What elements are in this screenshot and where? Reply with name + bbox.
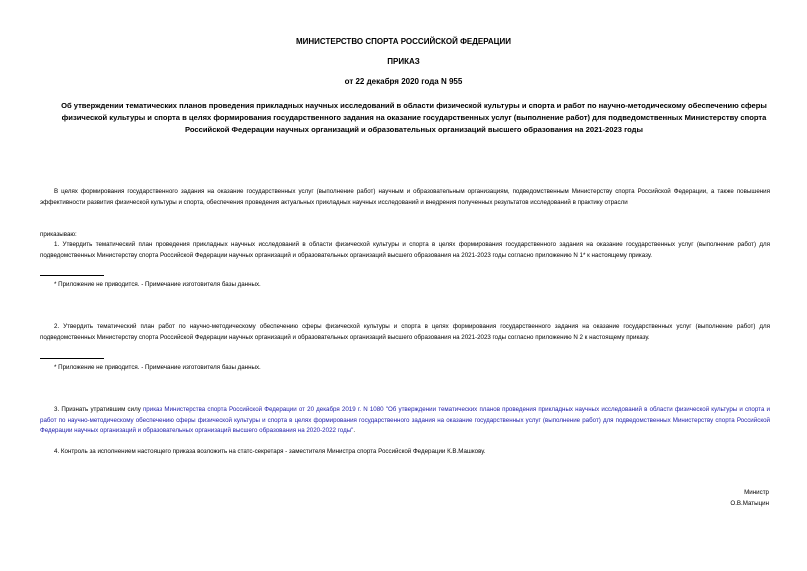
item-4-paragraph: 4. Контроль за исполнением настоящего приказа возложить на статс-секретаря - заместителя Министра спорта Российской Федерации К.В.Машкову. bbox=[54, 448, 486, 455]
ministry-heading: МИНИСТЕРСТВО СПОРТА РОССИЙСКОЙ ФЕДЕРАЦИИ bbox=[295, 37, 512, 46]
order-word: приказываю: bbox=[40, 231, 77, 238]
footnote-divider bbox=[40, 275, 104, 276]
footnote-divider bbox=[40, 358, 104, 359]
document-title: Об утверждении тематических планов проведения прикладных научных исследований в области физической культуры и спорта и работ по научно-методическому обеспечению сферы физической культуры и спорта в целях формирования государственного задания на оказание государственных услуг (выполнение работ) для подведомственных Министерству спорта Российской Федерации научных организаций и образовательных организаций высшего образования на 2021-2023 годы bbox=[61, 101, 767, 134]
item-3-paragraph bbox=[40, 405, 770, 437]
document-type: ПРИКАЗ bbox=[387, 57, 420, 66]
item-3-suffix: . bbox=[353, 427, 356, 434]
signature-block bbox=[730, 488, 769, 509]
preamble-paragraph: В целях формирования государственного задания на оказание государственных услуг (выполнение работ) научным и образовательным организациям, подведомственным Министерству спорта Российской Федерации, а также повышения эффективности развития физической культуры и спорта, обеспечения проведения актуальных прикладных научных исследований и внедрения полученных результатов исследований в практику отрасли bbox=[40, 188, 770, 206]
item-1-paragraph: 1. Утвердить тематический план проведения прикладных научных исследований в области физической культуры и спорта в целях формирования государственного задания на оказание государственных услуг (выполнение работ) для подведомственных Министерству спорта Российской Федерации научных организаций и образовательных организаций высшего образования на 2021-2023 годы согласно приложению N 1* к настоящему приказу. bbox=[40, 241, 770, 259]
item-2-paragraph: 2. Утвердить тематический план работ по научно-методическому обеспечению сферы физической культуры и спорта в целях формирования государственного задания на оказание государственных услуг (выполнение работ) для подведомственных Министерству спорта Российской Федерации научных организаций и образовательных организаций высшего образования на 2021-2023 годы согласно приложению N 2 к настоящему приказу. bbox=[40, 323, 770, 341]
signature-position: Министр bbox=[744, 489, 769, 496]
item-3-prefix: 3. Признать утратившим силу bbox=[54, 406, 143, 413]
document-date-number: от 22 декабря 2020 года N 955 bbox=[344, 77, 463, 86]
signature-name: О.В.Матыцин bbox=[730, 499, 769, 507]
footnote-1: * Приложение не приводится. - Примечание изготовителя базы данных. bbox=[54, 281, 261, 288]
repealed-order-link[interactable]: приказ Министерства спорта Российской Федерации от 20 декабря 2019 г. N 1080 "Об утверждении тематических планов проведения прикладных научных исследований в области физической культуры и спорта и работ по научно-методическому обеспечению сферы физической культуры и спорта в целях формирования государственного задания на оказание государственных услуг (выполнение работ) для подведомственных Министерству спорта Российской Федерации научных организаций и образовательных организаций высшего образования на 2020-2022 годы" bbox=[40, 406, 770, 434]
footnote-2: * Приложение не приводится. - Примечание изготовителя базы данных. bbox=[54, 364, 261, 371]
